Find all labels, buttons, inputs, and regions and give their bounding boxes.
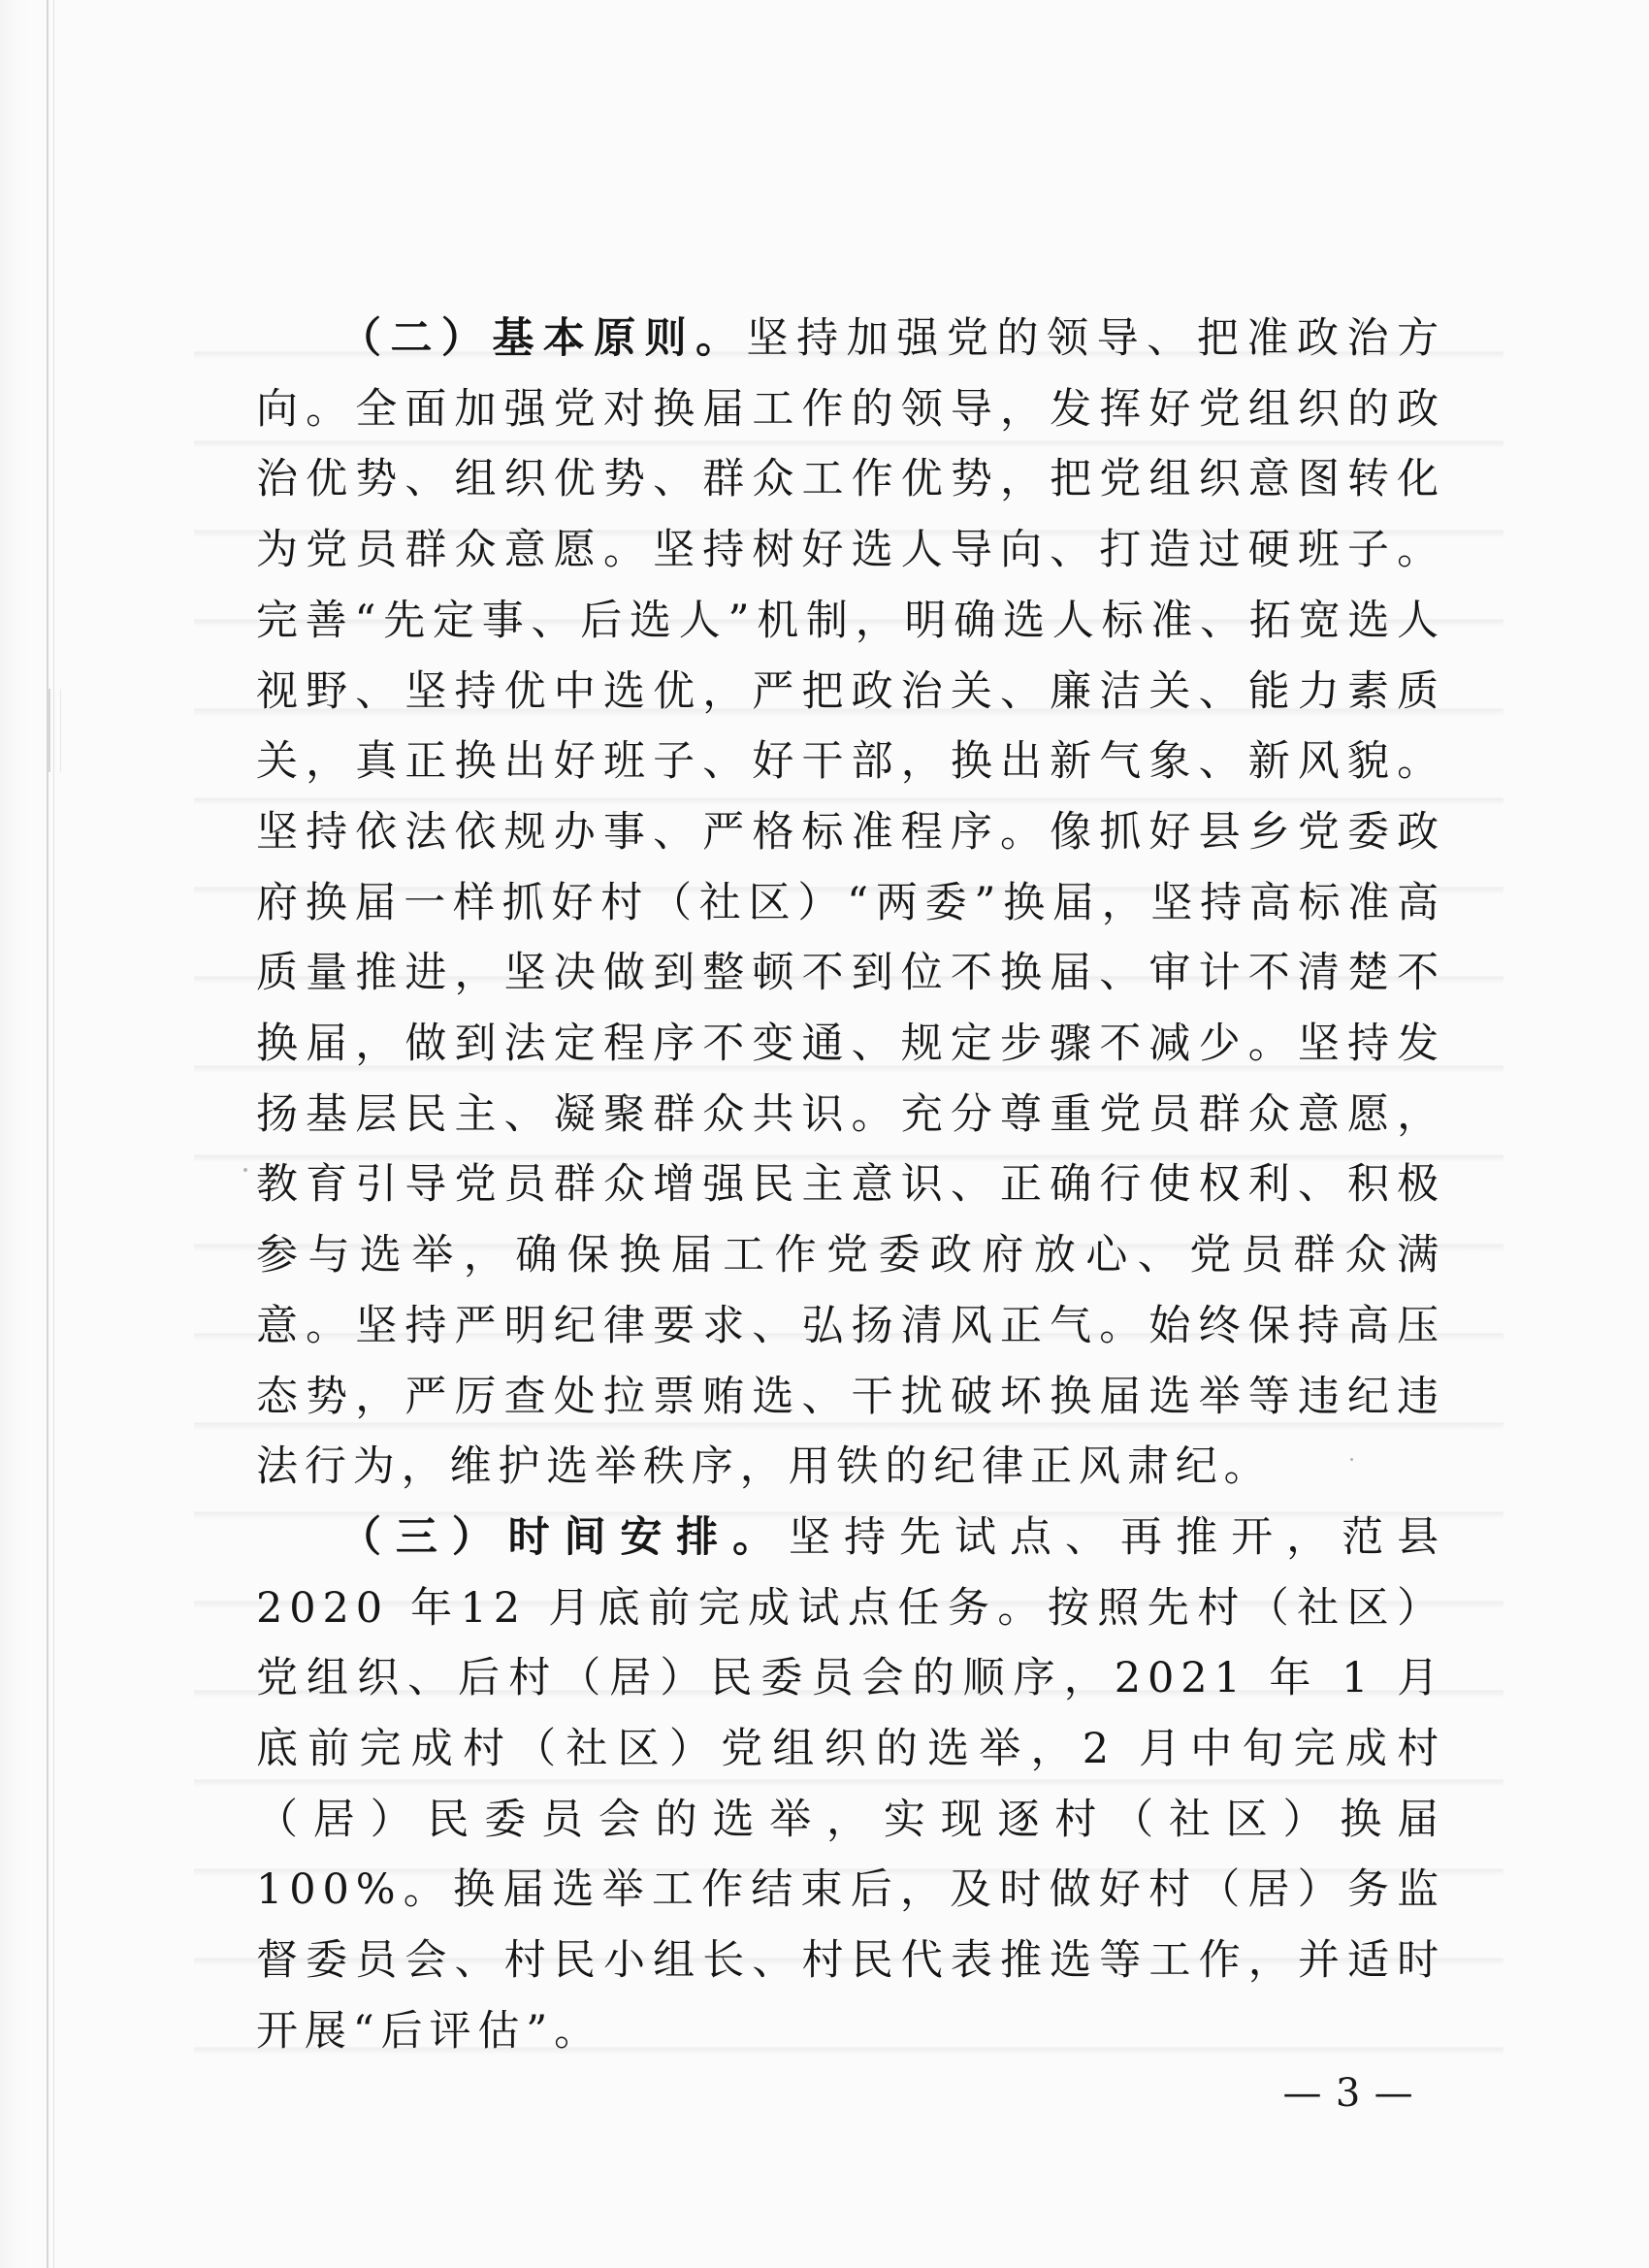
scan-speck <box>883 1940 886 1943</box>
paragraph-text: 坚持先试点、再推开，范县 2020 年12 月底前完成试点任务。按照先村（社区）党组织、后村（居）民委员会的顺序，2021 年 1 月底前完成村（社区）党组织的选举，2 月中旬完成村（居）民委员会的选举，实现逐村（社区）换届 100%。换届选举工作结束后，及时做好村（居）务监督委员会、村民小组长、村民代表推选等工作，并适时开展“后评估”。 <box>256 1512 1446 2056</box>
scan-speck <box>243 1168 247 1172</box>
paragraph-heading: （三）时间安排。 <box>340 1512 789 1562</box>
paragraph-basic-principles <box>256 304 1445 1503</box>
paragraph-time-arrangement <box>256 1503 1445 2067</box>
paragraph-text: 坚持加强党的领导、把准政治方向。全面加强党对换届工作的领导，发挥好党组织的政治优势、组织优势、群众工作优势，把党组织意图转化为党员群众意愿。坚持树好选人导向、打造过硬班子。完善“先定事、后选人”机制，明确选人标准、拓宽选人视野、坚持优中选优，严把政治关、廉洁关、能力素质关，真正换出好班子、好干部，换出新气象、新风貌。坚持依法依规办事、严格标准程序。像抓好县乡党委政府换届一样抓好村（社区）“两委”换届，坚持高标准高质量推进，坚决做到整顿不到位不换届、审计不清楚不换届，做到法定程序不变通、规定步骤不减少。坚持发扬基层民主、凝聚群众共识。充分尊重党员群众意愿，教育引导党员群众增强民主意识、正确行使权利、积极参与选举，确保换届工作党委政府放心、党员群众满意。坚持严明纪律要求、弘扬清风正气。始终保持高压态势，严厉查处拉票贿选、干扰破坏换届选举等违纪违法行为，维护选举秩序，用铁的纪律正风肃纪。 <box>256 314 1445 1492</box>
paragraph-heading: （二）基本原则。 <box>340 314 747 363</box>
staple-mark <box>48 689 61 772</box>
scan-speck <box>1350 1458 1353 1461</box>
scan-left-edge <box>0 0 35 2268</box>
binding-line-secondary <box>53 0 54 2268</box>
page-number: — 3 — <box>1282 2071 1414 2116</box>
document-body <box>256 304 1445 2067</box>
binding-line <box>47 0 48 2268</box>
